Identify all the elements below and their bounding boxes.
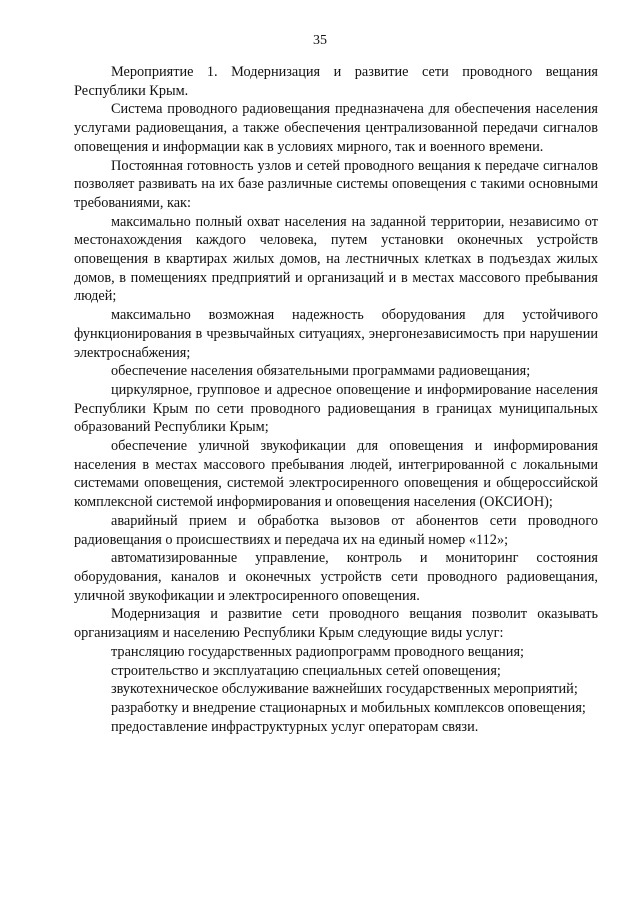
- page-number: 35: [313, 33, 327, 48]
- list-item-broadcast: трансляцию государственных радиопрограмм проводного вещания;: [111, 643, 525, 660]
- list-item-complexes: разработку и внедрение стационарных и мобильных комплексов оповещения;: [111, 699, 586, 716]
- paragraph-system-purpose: Система проводного радиовещания предназначена для обеспечения населения услугами радиовещания, а также обеспечения централизованной передачи сигналов оповещения и информации как в условиях мирного, так и военного времени.: [74, 101, 598, 155]
- paragraph-services-intro: Модернизация и развитие сети проводного вещания позволит оказывать организациям и населению Республики Крым следующие виды услуг:: [74, 606, 598, 642]
- list-item-street-sound: обеспечение уличной звукофикации для оповещения и информирования населения в местах массового пребывания людей, интегрированной с локальными системами оповещения, системой электросиренного оповещения и общероссийской комплексной системой информирования и оповещения населения (ОКСИОН);: [74, 438, 598, 511]
- paragraph-readiness: Постоянная готовность узлов и сетей проводного вещания к передаче сигналов позволяет развивать на их базе различные системы оповещения с такими основными требованиями, как:: [74, 157, 598, 211]
- list-item-networks: строительство и эксплуатацию специальных сетей оповещения;: [111, 662, 501, 679]
- list-item-coverage: максимально полный охват населения на заданной территории, независимо от местонахождения каждого человека, путем установки оконечных устройств оповещения в квартирах жилых домов, на лестничных клетках в подъездах жилых домов, в помещениях предприятий и организаций и в местах массового пребывания людей;: [74, 213, 598, 305]
- document-body: [74, 63, 598, 736]
- list-item-monitoring: автоматизированные управление, контроль и мониторинг состояния оборудования, каналов и оконечных устройств сети проводного радиовещания, уличной звукофикации и электросиренного оповещения.: [74, 550, 598, 604]
- list-item-programs: обеспечение населения обязательными программами радиовещания;: [111, 363, 531, 380]
- list-item-infrastructure: предоставление инфраструктурных услуг операторам связи.: [111, 718, 479, 735]
- paragraph-measure-title: Мероприятие 1. Модернизация и развитие сети проводного вещания Республики Крым.: [74, 64, 598, 99]
- list-item-alerting: циркулярное, групповое и адресное оповещение и информирование населения Республики Крым по сети проводного радиовещания в границах муниципальных образований Республики Крым;: [74, 381, 598, 436]
- list-item-sound-service: звукотехническое обслуживание важнейших государственных мероприятий;: [111, 681, 578, 698]
- list-item-emergency-calls: аварийный прием и обработка вызовов от абонентов сети проводного радиовещания о происшествиях и передача их на единый номер «112»;: [74, 512, 598, 548]
- list-item-reliability: максимально возможная надежность оборудования для устойчивого функционирования в чрезвычайных ситуациях, энергонезависимость при нарушении электроснабжения;: [74, 307, 598, 361]
